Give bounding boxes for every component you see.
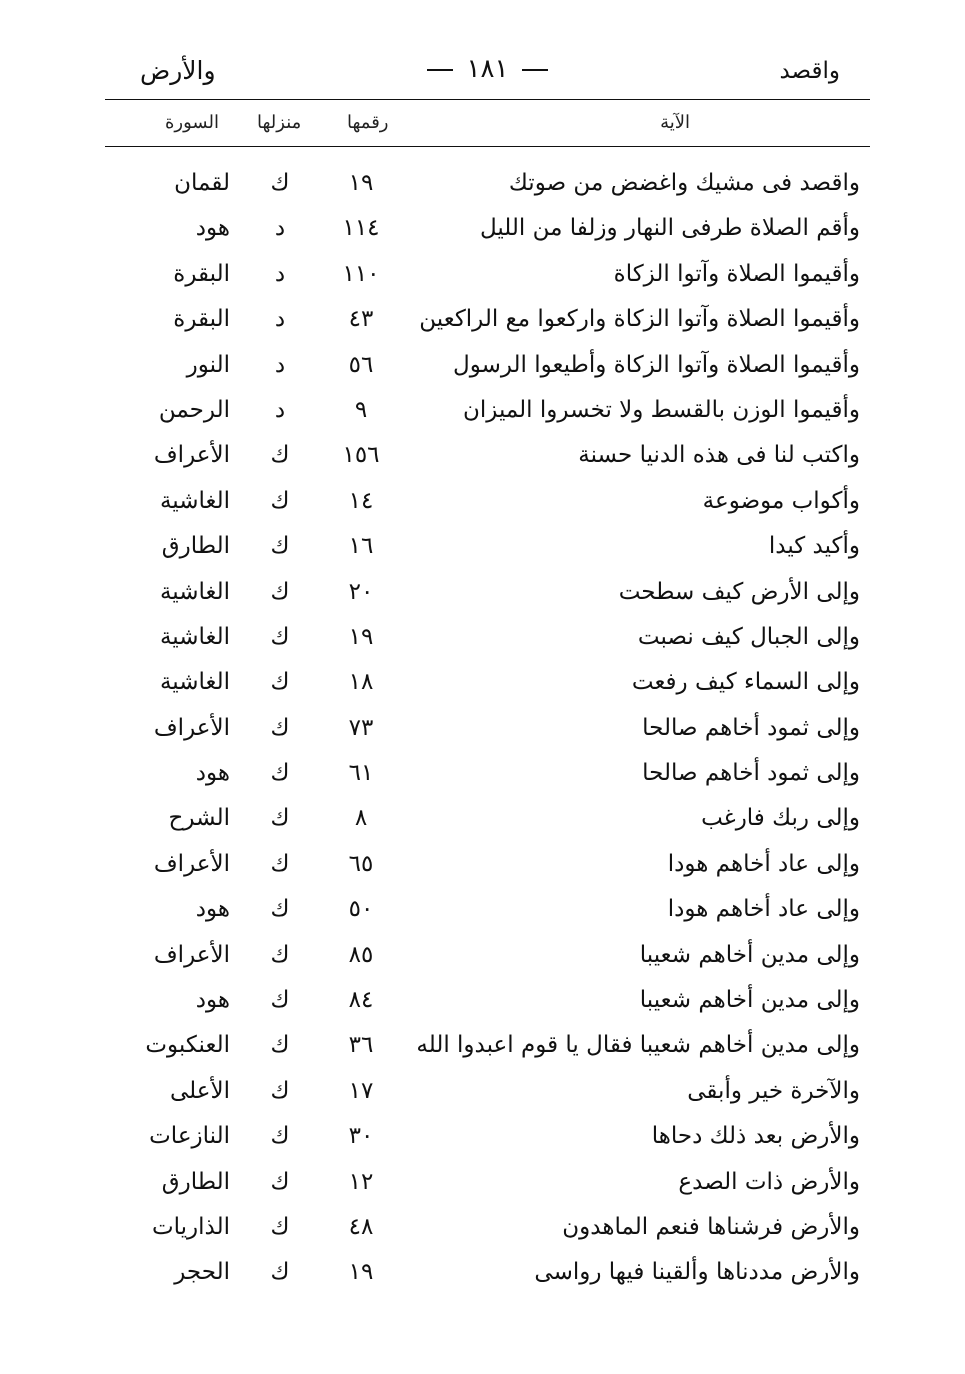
surah-name: الغاشية (159, 669, 230, 696)
ayah-number: ٦٥ (348, 850, 374, 877)
surah-name: الأعراف (153, 850, 230, 877)
surah-name: الطارق (161, 533, 230, 560)
table-row (105, 389, 870, 434)
ayah-text: وأكيد كيدا (768, 533, 860, 560)
ayah-number: ١٩ (348, 1259, 374, 1286)
surah-name: الأعراف (153, 442, 230, 469)
ayah-number: ١٧ (348, 1077, 374, 1104)
surah-name: الحجر (174, 1259, 230, 1286)
index-table (105, 162, 870, 1297)
ayah-text: وإلى الأرض كيف سطحت (618, 578, 860, 605)
table-row (105, 979, 870, 1024)
surah-name: العنكبوت (145, 1032, 230, 1059)
revelation-place: ك (270, 1032, 290, 1059)
table-row (105, 480, 870, 525)
ayah-text: وإلى ثمود أخاهم صالحا (642, 760, 860, 787)
revelation-place: ك (270, 760, 290, 787)
revelation-place: ك (270, 1123, 290, 1150)
ayah-number: ٣٦ (348, 1032, 374, 1059)
ayah-text: واقصد فى مشيك واغضض من صوتك (508, 170, 860, 196)
surah-name: الغاشية (159, 623, 230, 650)
surah-name: هود (195, 987, 230, 1014)
ayah-number: ٦١ (348, 760, 374, 787)
revelation-place: ك (270, 578, 290, 605)
table-row (105, 162, 870, 207)
table-row (105, 1115, 870, 1160)
running-head-first-word: واقصد (779, 58, 840, 84)
ayah-text: وأقيموا الصلاة وآتوا الزكاة وأطيعوا الرسول (452, 351, 860, 378)
revelation-place: ك (270, 623, 290, 650)
revelation-place: ك (270, 987, 290, 1014)
table-row (105, 797, 870, 842)
surah-name: الذاريات (151, 1213, 230, 1240)
ayah-number: ٨ (354, 805, 368, 832)
table-row (105, 616, 870, 661)
page-number-text: ١٨١ (466, 54, 509, 84)
ayah-text: وأقيموا الصلاة وآتوا الزكاة (613, 260, 860, 287)
revelation-place: ك (270, 896, 290, 923)
table-row (105, 1024, 870, 1069)
surah-name: هود (195, 215, 230, 242)
ayah-number: ١٢ (348, 1168, 374, 1195)
ayah-text: وإلى عاد أخاهم هودا (667, 850, 860, 877)
surah-name: الأعراف (153, 941, 230, 968)
ayah-number: ٩ (354, 396, 368, 423)
running-head (105, 52, 870, 92)
surah-name: الرحمن (158, 396, 230, 423)
surah-name: هود (195, 760, 230, 787)
revelation-place: ك (270, 487, 290, 514)
table-row (105, 298, 870, 343)
ayah-text: وأقيموا الوزن بالقسط ولا تخسروا الميزان (462, 396, 860, 423)
revelation-place: ك (270, 1213, 290, 1240)
column-headers (105, 108, 870, 140)
revelation-place: د (274, 260, 286, 287)
running-head-last-word: والأرض (140, 56, 216, 85)
table-row (105, 707, 870, 752)
table-row (105, 752, 870, 797)
ayah-text: وإلى مدين أخاهم شعيبا (639, 987, 860, 1014)
page-number (105, 54, 870, 84)
ayah-text: وأقيموا الصلاة وآتوا الزكاة واركعوا مع الراكعين (419, 306, 860, 333)
ayah-text: واكتب لنا فى هذه الدنيا حسنة (578, 442, 860, 469)
ayah-text: والأرض ذات الصدع (678, 1168, 860, 1195)
ayah-number: ٤٣ (348, 306, 374, 333)
revelation-place: ك (270, 1168, 290, 1195)
ayah-text: والأرض فرشناها فنعم الماهدون (562, 1213, 860, 1240)
surah-name: الغاشية (159, 487, 230, 514)
ayah-number: ٢٠ (348, 578, 374, 605)
ayah-text: وإلى ربك فارغب (701, 805, 860, 832)
ayah-number: ٣٠ (348, 1123, 374, 1150)
ayah-number: ٨٥ (348, 941, 374, 968)
revelation-place: ك (270, 850, 290, 877)
table-row (105, 1206, 870, 1251)
revelation-place: ك (270, 941, 290, 968)
ayah-text: وإلى مدين أخاهم شعيبا فقال يا قوم اعبدوا الله (416, 1032, 860, 1059)
revelation-place: ك (270, 170, 290, 196)
column-header-number: رقمها (347, 112, 389, 133)
ayah-number: ٥٦ (348, 351, 374, 378)
revelation-place: ك (270, 1077, 290, 1104)
revelation-place: د (274, 306, 286, 333)
surah-name: الطارق (161, 1168, 230, 1195)
table-row (105, 1161, 870, 1206)
table-row (105, 571, 870, 616)
column-header-place: منزلها (257, 112, 302, 133)
table-row (105, 253, 870, 298)
revelation-place: ك (270, 805, 290, 832)
header-rule (105, 146, 870, 147)
ayah-text: والأرض مددناها وألقينا فيها رواسى (534, 1259, 860, 1286)
ayah-number: ١٥٦ (342, 442, 380, 469)
surah-name: الغاشية (159, 578, 230, 605)
revelation-place: ك (270, 1259, 290, 1286)
surah-name: الشرح (168, 805, 230, 832)
revelation-place: ك (270, 669, 290, 696)
ayah-text: وأكواب موضوعة (702, 487, 860, 514)
dash-right (427, 69, 453, 71)
revelation-place: د (274, 351, 286, 378)
revelation-place: ك (270, 442, 290, 469)
revelation-place: ك (270, 533, 290, 560)
surah-name: البقرة (173, 260, 230, 287)
ayah-number: ١٤ (348, 487, 374, 514)
ayah-text: وإلى عاد أخاهم هودا (667, 896, 860, 923)
revelation-place: د (274, 215, 286, 242)
ayah-text: وإلى مدين أخاهم شعيبا (639, 941, 860, 968)
table-row (105, 1251, 870, 1296)
ayah-text: وإلى السماء كيف رفعت (631, 669, 860, 696)
table-row (105, 934, 870, 979)
ayah-number: ٥٠ (348, 896, 374, 923)
ayah-number: ٨٤ (348, 987, 374, 1014)
dash-left (522, 69, 548, 71)
ayah-number: ١١٠ (342, 260, 380, 287)
table-row (105, 344, 870, 389)
ayah-number: ٧٣ (348, 714, 374, 741)
table-row (105, 207, 870, 252)
ayah-text: وإلى الجبال كيف نصبت (637, 623, 860, 650)
top-rule (105, 99, 870, 100)
ayah-text: وإلى ثمود أخاهم صالحا (642, 714, 860, 741)
table-row (105, 525, 870, 570)
ayah-number: ١٩ (348, 170, 374, 196)
surah-name: البقرة (173, 306, 230, 333)
column-header-surah: السورة (165, 112, 219, 133)
column-header-ayah: الآية (660, 112, 690, 133)
table-row (105, 661, 870, 706)
surah-name: النازعات (149, 1123, 230, 1150)
table-row (105, 888, 870, 933)
ayah-number: ١٩ (348, 623, 374, 650)
ayah-number: ٤٨ (348, 1213, 374, 1240)
ayah-number: ١٨ (348, 669, 374, 696)
ayah-text: والآخرة خير وأبقى (687, 1077, 860, 1104)
surah-name: النور (186, 351, 230, 378)
surah-name: لقمان (174, 170, 230, 196)
ayah-text: وأقم الصلاة طرفى النهار وزلفا من الليل (479, 215, 860, 242)
ayah-text: والأرض بعد ذلك دحاها (651, 1123, 860, 1150)
table-row (105, 434, 870, 479)
table-row (105, 1070, 870, 1115)
surah-name: الأعراف (153, 714, 230, 741)
table-row (105, 843, 870, 888)
ayah-number: ١٦ (348, 533, 374, 560)
ayah-number: ١١٤ (342, 215, 380, 242)
surah-name: هود (195, 896, 230, 923)
revelation-place: ك (270, 714, 290, 741)
revelation-place: د (274, 396, 286, 423)
surah-name: الأعلى (169, 1077, 230, 1104)
